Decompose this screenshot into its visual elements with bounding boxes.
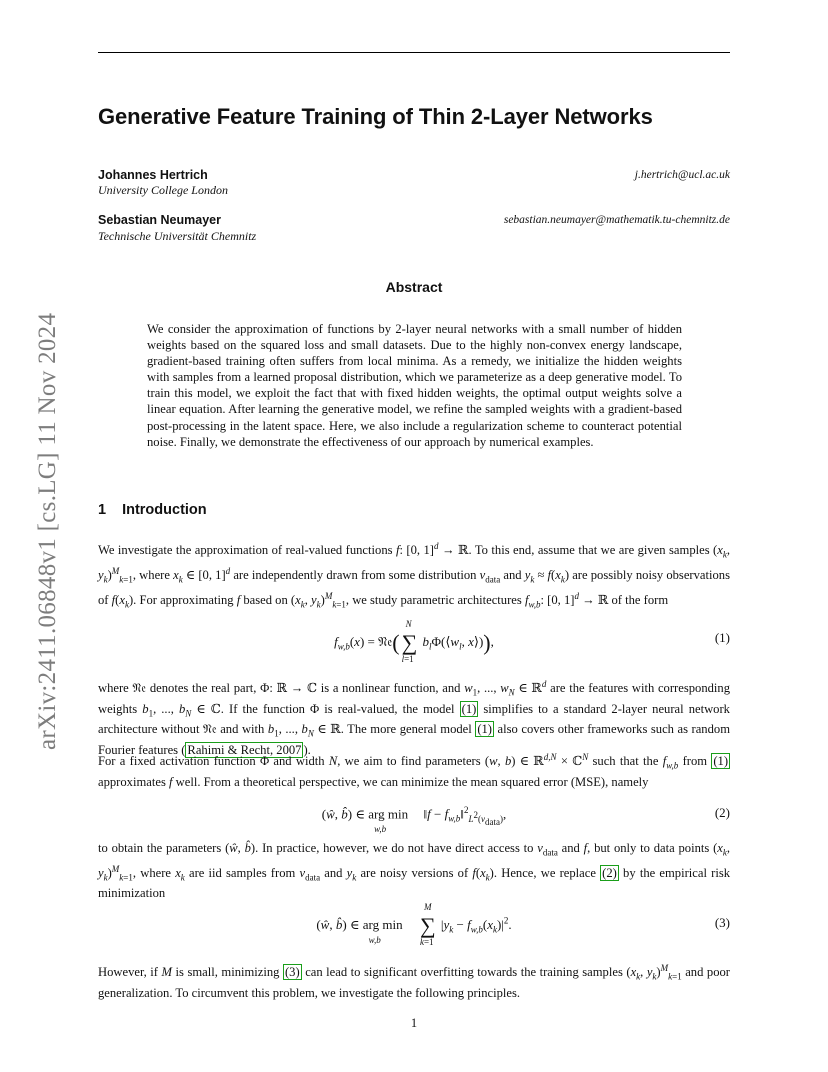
ref-eq-3[interactable]: (3) xyxy=(284,965,300,980)
paragraph-3: For a fixed activation function Φ and width N, we aim to find parameters (w, b) ∈ ℝ$^{d,N}$ × ℂ$^N$ such that the $f_{w,b}$ from (1) approximates f well. From a theoretical perspective, we can minimize the mean squared error (MSE), namely xyxy=(98,752,729,789)
ref-eq-1[interactable]: (1) xyxy=(461,701,477,716)
page-number: 1 xyxy=(410,1016,418,1030)
section-number: 1 xyxy=(98,502,107,518)
equation-2: (ŵ, b̂) ∈ arg $\min_{w,b}$ ‖f − $f_{w,b}‖^2_{L^2(\nu_{data})}$, (2) xyxy=(321,805,730,834)
author-1-affiliation: University College London xyxy=(98,183,228,197)
section-title: Introduction xyxy=(122,502,207,518)
abstract-text: We consider the approximation of functions by 2-layer neural networks with a small number of hidden weights based on the squared loss and small datasets. Due to the highly non-convex energy landscape, gradient-based training often suffers from local minima. As a remedy, we initialize the hidden weights with samples from a learned proposal distribution, which we parameterize as a deep generative model. To train this model, we exploit the fact that with fixed hidden weights, the optimal output weights solve a linear equation. After learning the generative model, we refine the sampled weights with a gradient-based post-processing in the latent space. Here, we also include a regularization scheme to counteract potential noise. Finally, we demonstrate the effectiveness of our approach by numerical examples. xyxy=(147,322,682,449)
abstract-heading: Abstract xyxy=(385,279,443,295)
paragraph-1: We investigate the approximation of real-valued functions f: [0, 1]$^d$ → ℝ. To this end, assume that we are given samples ($x_k$, $y_k)^M_{k=1}$, where $x_k$ ∈ [0, 1]$^d$ are independently drawn from some distribution $\nu_{data}$ and $y_k \approx f(x_k)$ are possibly noisy observations of $f(x_k)$. For approximating f based on ($x_k$, $y_k)^M_{k=1}$, we study parametric architectures $f_{w,b}$: [0, 1]$^d$ → ℝ of the form xyxy=(98,541,730,610)
equation-1-number: (1) xyxy=(714,630,730,645)
paragraph-5: However, if M is small, minimizing (3) can lead to significant overfitting towards the training samples ($x_k$, $y_k)^M_{k=1}$ and poor generalization. To circumvent this problem, we investigate the following principles. xyxy=(98,963,730,1000)
equation-2-number: (2) xyxy=(714,805,730,820)
ref-eq-1[interactable]: (1) xyxy=(477,722,492,737)
author-2-affiliation: Technische Universität Chemnitz xyxy=(98,229,257,243)
paragraph-4: to obtain the parameters (ŵ, b̂). In practice, however, we do not have direct access to $\nu_{data}$ and f, but only to data points ($x_k$, $y_k)^M_{k=1}$, where $x_k$ are iid samples from $\nu_{data}$ and $y_k$ are noisy versions of $f(x_k)$. Hence, we replace (2) by the empirical risk minimization xyxy=(98,841,731,901)
section-heading xyxy=(98,502,223,518)
ref-eq-2[interactable]: (2) xyxy=(602,865,617,880)
equation-3: (ŵ, b̂) ∈ arg $\min_{w,b}$ ∑ M k=1 $|y_k - f_{w,b}(x_k)|^2$. (3) xyxy=(316,902,730,947)
paragraph-2: where 𝔑𝔢 denotes the real part, Φ: ℝ → ℂ is a nonlinear function, and $w_1$, ..., $w_N$ ∈ ℝ$^d$ are the features with corresponding weights $b_1$, ..., $b_N$ ∈ ℂ. If the function Φ is real-valued, the model (1) simplifies to a standard 2-layer neural network architecture without 𝔑𝔢 and with $b_1$, ..., $b_N$ ∈ ℝ. The more general model (1) also covers other frameworks such as random Fourier features ( Rahimi & Recht, 2007 ). xyxy=(98,679,731,758)
equation-1: $f_{w,b}(x)$ = 𝔑𝔢(∑ N l=1 $b_l\Phi(⟨w_l$, x⟩)), (1) xyxy=(334,619,730,664)
citation-link[interactable]: Rahimi & Recht, 2007 xyxy=(187,743,302,758)
author-2-email[interactable]: sebastian.neumayer@mathematik.tu-chemnitz.de xyxy=(503,214,730,226)
paper-title: Generative Feature Training of Thin 2-Layer Networks xyxy=(98,104,653,129)
author-1-email[interactable]: j.hertrich@ucl.ac.uk xyxy=(634,169,730,181)
equation-3-number: (3) xyxy=(714,915,730,930)
author-2-name: Sebastian Neumayer xyxy=(98,213,221,227)
ref-eq-1[interactable]: (1) xyxy=(713,754,729,769)
author-1-name: Johannes Hertrich xyxy=(98,168,208,182)
top-rule xyxy=(98,52,730,53)
arxiv-side-label: arXiv:2411.06848v1 [cs.LG] 11 Nov 2024 xyxy=(34,312,61,750)
